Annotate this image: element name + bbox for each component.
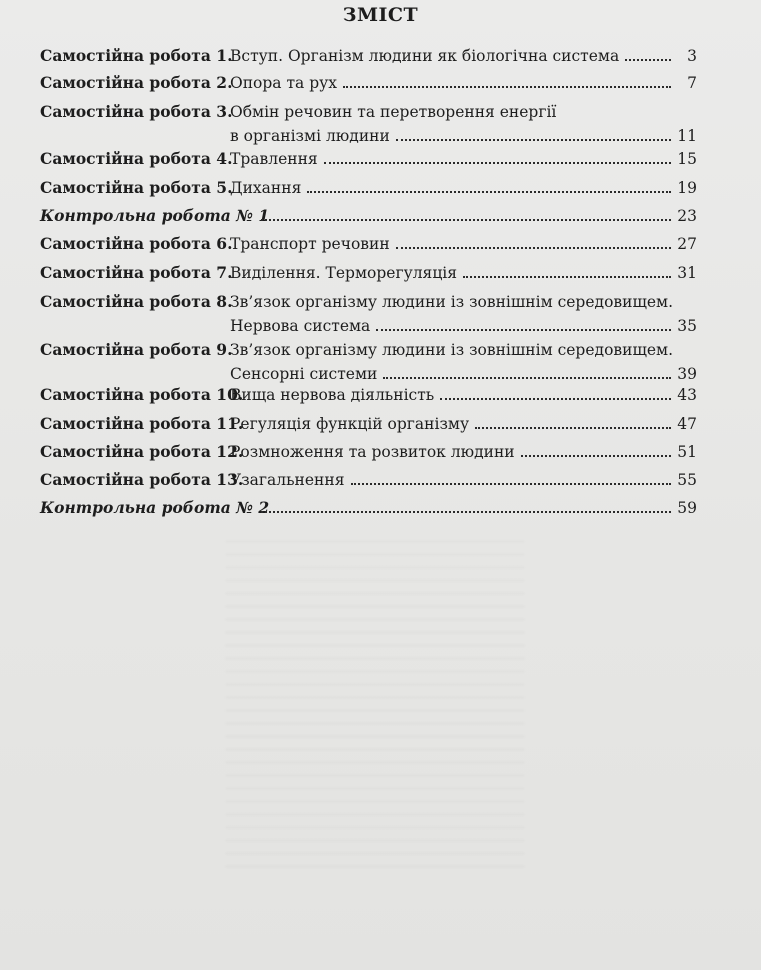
toc-entry-label: Самостійна робота 6. (40, 234, 233, 253)
toc-entry-line (230, 101, 697, 123)
toc-entry-line (230, 413, 697, 435)
toc-page-number: 43 (677, 386, 697, 404)
toc-entry-body (230, 233, 697, 255)
toc-page-number: 7 (687, 74, 697, 92)
toc-entry-title: Вища нервова діяльність (230, 386, 435, 404)
toc-entry-line (230, 72, 697, 94)
toc-entry-title: Розмноження та розвиток людини (230, 443, 515, 461)
toc-page-number: 23 (677, 207, 697, 225)
toc-entry-line (230, 339, 697, 361)
toc-entry-line (230, 177, 697, 199)
toc-entry-label: Самостійна робота 1. (40, 46, 233, 65)
toc-entry-line (255, 497, 697, 519)
toc-entry-line (230, 469, 697, 491)
toc-entry-title: Транспорт речовин (230, 235, 390, 253)
toc-entry-line (230, 125, 697, 147)
toc-entry-title: в організмі людини (230, 127, 390, 145)
toc-entry-line (230, 384, 697, 406)
toc-page-number: 59 (677, 499, 697, 517)
toc-entry-label: Самостійна робота 11. (40, 414, 244, 433)
dot-leader (475, 427, 671, 429)
toc-entry-title: Вступ. Організм людини як біологічна система (230, 47, 620, 65)
toc-entry-body (255, 205, 697, 227)
toc-entry-body (230, 291, 697, 337)
toc-entry-body (230, 384, 697, 406)
toc-page-number: 15 (677, 150, 697, 168)
page-title: ЗМІСТ (342, 4, 419, 26)
toc-entry-label: Самостійна робота 2. (40, 73, 233, 92)
dot-leader (307, 191, 671, 193)
toc-entry-line (230, 441, 697, 463)
toc-entry-label: Самостійна робота 4. (40, 149, 233, 168)
toc-entry-label: Самостійна робота 8. (40, 292, 233, 311)
toc-entry-label: Самостійна робота 3. (40, 102, 233, 121)
toc-entry-body (230, 413, 697, 435)
toc-page-number: 19 (677, 179, 697, 197)
toc-entry-line (230, 262, 697, 284)
toc-page-number: 39 (677, 365, 697, 383)
dot-leader (440, 398, 671, 400)
toc-entry-body (230, 441, 697, 463)
dot-leader (261, 511, 671, 513)
toc-entry-line (230, 45, 697, 67)
toc-entry-body (230, 148, 697, 170)
dot-leader (261, 219, 671, 221)
toc-entry-title: Нервова система (230, 317, 371, 335)
toc-page-number: 47 (677, 415, 697, 433)
dot-leader (396, 139, 671, 141)
toc-entry-title: Зв’язок організму людини із зовнішнім середовищем. (230, 341, 674, 359)
dot-leader (625, 59, 671, 61)
toc-entry-title: Виділення. Терморегуляція (230, 264, 458, 282)
toc-entry-label: Самостійна робота 5. (40, 178, 233, 197)
toc-page-number: 27 (677, 235, 697, 253)
dot-leader (376, 329, 671, 331)
toc-entry-label: Самостійна робота 12. (40, 442, 244, 461)
dot-leader (343, 86, 671, 88)
toc-entry-title: Травлення (230, 150, 318, 168)
toc-entry-body (230, 72, 697, 94)
toc-entry-body (230, 177, 697, 199)
dot-leader (324, 162, 671, 164)
toc-entry-title: Регуляція функцій організму (230, 415, 470, 433)
toc-entry-body (230, 339, 697, 385)
toc-entry-title: Узагальнення (230, 471, 345, 489)
toc-entry-line (230, 315, 697, 337)
show-through-texture (225, 540, 525, 870)
dot-leader (396, 247, 671, 249)
toc-entry-label: Самостійна робота 7. (40, 263, 233, 282)
toc-entry-title: Дихання (230, 179, 302, 197)
toc-control-label: Контрольна робота № 1 (40, 206, 270, 225)
toc-entry-body (255, 497, 697, 519)
toc-entry-body (230, 101, 697, 147)
toc-entry-title: Обмін речовин та перетворення енергії (230, 103, 557, 121)
toc-page-number: 55 (677, 471, 697, 489)
toc-page-number: 11 (677, 127, 697, 145)
toc-entry-line (230, 291, 697, 313)
toc-entry-title: Зв’язок організму людини із зовнішнім середовищем. (230, 293, 674, 311)
toc-entry-title: Сенсорні системи (230, 365, 378, 383)
toc-entry-line (230, 148, 697, 170)
toc-page-number: 3 (687, 47, 697, 65)
toc-control-label: Контрольна робота № 2 (40, 498, 270, 517)
toc-entry-label: Самостійна робота 13. (40, 470, 244, 489)
toc-entry-line (230, 233, 697, 255)
toc-entry-label: Самостійна робота 9. (40, 340, 233, 359)
toc-entry-body (230, 262, 697, 284)
dot-leader (383, 377, 671, 379)
toc-entry-title: Опора та рух (230, 74, 337, 92)
toc-page-number: 35 (677, 317, 697, 335)
toc-entry-line (255, 205, 697, 227)
toc-entry-line (230, 363, 697, 385)
toc-entry-body (230, 45, 697, 67)
toc-page-number: 51 (677, 443, 697, 461)
dot-leader (351, 483, 672, 485)
dot-leader (463, 276, 671, 278)
dot-leader (521, 455, 671, 457)
toc-entry-label: Самостійна робота 10. (40, 385, 244, 404)
toc-entry-body (230, 469, 697, 491)
toc-page-number: 31 (677, 264, 697, 282)
